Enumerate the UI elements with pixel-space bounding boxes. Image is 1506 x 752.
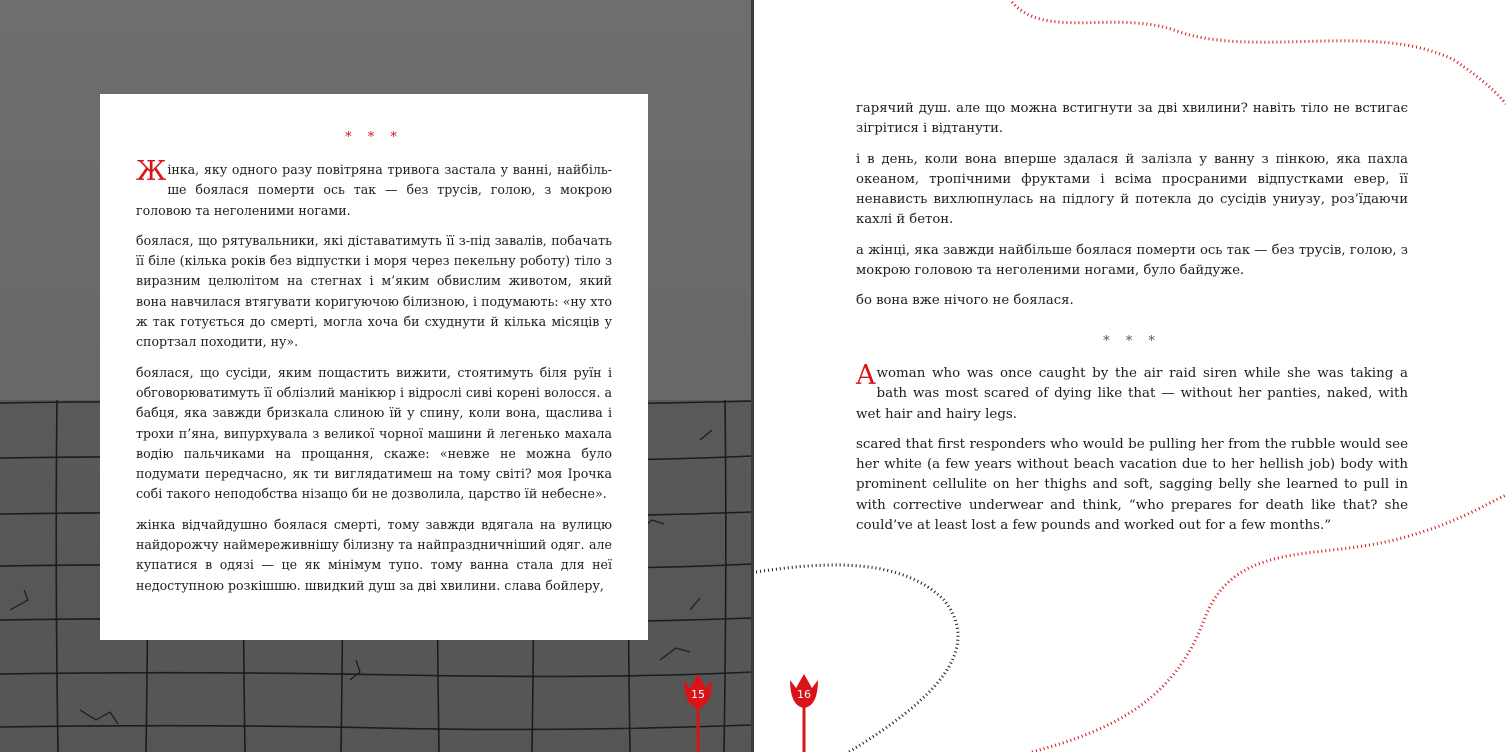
en-paragraph-2: scared that first responders who would be pulling her from the rubble would see her white (a few years without beach vacation due to her hellish job) body with prominent cellulite on her thighs and soft, sagging belly she learned to pull in with corrective underwear and think, “who prepares for death like that? she could’ve at least lost a few pounds and worked out for a few months.” (856, 436, 1408, 534)
paragraph-1-text: інка, яку одного разу повітряна тривога застала у ванні, найбільше боялася померти ось так — без трусів, голою, з мокрою головою та неголеними ногами. (136, 162, 612, 218)
paragraph-1 (136, 156, 612, 221)
paragraph-4: жінка відчайдушно боялася смерті, тому завжди вдягала на вулицю найдорожчу наймереживнішу білизну та найпраздничніший одяг. але купатися в одязі — це як мінімум тупо. тому ванна стала для неї недоступною розкішшю. швидкий душ за дві хвилини. слава бойлеру, (136, 516, 612, 593)
ua-paragraph-7: а жінці, яка завжди найбільше боялася померти ось так — без трусів, голою, з мокрою головою та неголеними ногами, було байдуже. (856, 242, 1408, 279)
left-page (0, 0, 752, 752)
en-paragraph-1-text: woman who was once caught by the air raid siren while she was taking a bath was most scared of dying like that — without her panties, naked, with wet hair and hairy legs. (856, 366, 1408, 422)
drop-cap: Ж (136, 156, 167, 187)
right-page (754, 0, 1506, 752)
red-dotted-line-top (1012, 2, 1506, 104)
page-number-right: 16 (797, 688, 811, 701)
black-dotted-line (756, 565, 958, 752)
page-number-left: 15 (691, 688, 705, 701)
en-drop-cap: A (856, 360, 876, 391)
ua-paragraph-5: гарячий душ. але що можна встигнути за дві хвилини? навіть тіло не встигає зігрітися і відтанути. (856, 101, 1408, 137)
paragraph-3: боялася, що сусіди, яким пощастить вижити, стоятимуть біля руїн і обговорюватимуть її облізлий манікюр і відрослі сиві корені волосся. а бабця, яка завжди бризкала слиною їй у спину, коли вона, щаслива і трохи п’яна, випурхувала з великої чорної машини й легенько махала водію пальчиками на прощання, скаже: «невже не можна було подумати передчасно, як ти виглядатимеш на тому світі? моя Ірочка собі такого неподобства нізащо би не дозволила, царство їй небесне». (136, 364, 612, 502)
section-separator: * * * (345, 130, 403, 145)
english-translation (856, 334, 1408, 546)
en-paragraph-1 (856, 360, 1408, 425)
red-flower-stem-right (790, 674, 818, 752)
section-separator-right: * * * (1103, 334, 1161, 349)
ua-paragraph-6: і в день, коли вона вперше здалася й залізла у ванну з пінкою, яка пахла океаном, тропічними фруктами і всіма просраними відпустками евер, її ненависть вихлюпнулась на підлогу й потекла до сусідів униузу, роз’їдаючи кахлі й бетон. (856, 151, 1408, 228)
ua-paragraph-8: бо вона вже нічого не боялася. (856, 293, 1074, 309)
ukrainian-text-continued (856, 99, 1408, 322)
ukrainian-text-card (100, 94, 648, 640)
paragraph-2: боялася, що рятувальники, які діставатимуть її з-під завалів, побачать її біле (кілька років без відпустки і моря через пекельну роботу) тіло з виразним целюлітом на стегнах і м’яким обвислим животом, який вона навчилася втягувати коригуючою білизною, і подумають: «ну хто ж так готується до смерті, могла хоча би схуднути й кілька місяців у спортзал походити, ну». (136, 232, 612, 350)
